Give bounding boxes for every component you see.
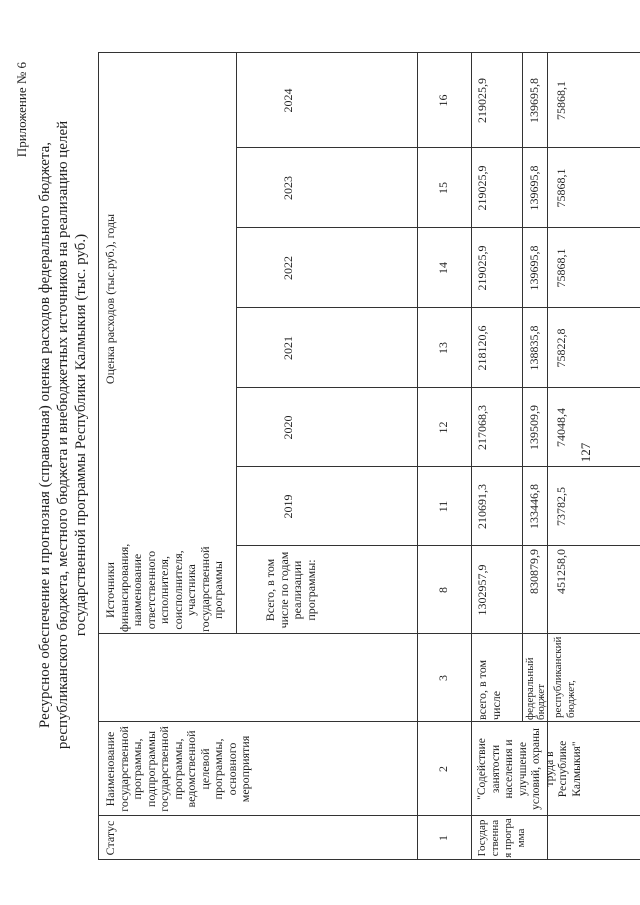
value-cell: 219025,9 (475, 165, 489, 211)
grid-line (98, 859, 548, 860)
status-cell: Государственная программа (476, 818, 527, 858)
value-cell: 74048,4 (554, 408, 568, 447)
source-cell: республиканский бюджет, (552, 636, 577, 718)
column-number: 3 (436, 675, 450, 681)
value-cell: 218120,6 (475, 325, 489, 371)
appendix-label: Приложение № 6 (14, 62, 29, 158)
value-cell: 138835,8 (527, 325, 541, 371)
grid-line (98, 815, 548, 816)
header-sources: Источники финансирования, наименование ответственного исполнителя, соисполнителя, участника государственной программы (103, 543, 225, 632)
value-cell: 133446,8 (527, 484, 541, 529)
value-cell: 217068,3 (475, 405, 489, 450)
value-cell: 451258,0 (554, 549, 568, 594)
page-number: 127 (578, 442, 593, 463)
source-cell: федеральный бюджет (524, 657, 547, 720)
header-year: 2022 (281, 256, 295, 280)
value-cell: 139695,8 (527, 245, 541, 291)
header-total: Всего, в том числе по годам реализации программы: (263, 551, 318, 629)
header-program-name: Наименование государственной программы, подпрограммы государственной программы, ведомственной целевой программы, основного мероприятия (103, 726, 252, 812)
column-number: 2 (436, 766, 450, 772)
value-cell: 219025,9 (475, 245, 489, 291)
header-estimate: Оценка расходов (тыс.руб.), годы (103, 213, 117, 385)
column-number: 16 (436, 94, 450, 107)
column-number: 11 (436, 500, 450, 513)
value-cell: 75868,1 (554, 81, 568, 120)
source-cell: всего, в том числе (475, 659, 503, 720)
column-number: 12 (436, 421, 450, 434)
header-year: 2021 (281, 336, 295, 360)
value-cell: 210691,3 (475, 484, 489, 529)
value-cell: 139695,8 (527, 165, 541, 211)
value-cell: 75868,1 (554, 168, 568, 208)
value-cell: 139695,8 (527, 78, 541, 123)
table-continuation (548, 52, 640, 860)
column-number: 13 (436, 342, 450, 354)
document-heading: Ресурсное обеспечение и прогнозная (справочная) оценка расходов федерального бюджета, республиканского бюджета, местного бюджета и внебюджетных источников на реализацию целей государственной программы Республики Калмыкия (тыс. руб.) (37, 120, 89, 750)
column-number: 1 (436, 835, 450, 841)
grid-line (236, 52, 237, 634)
header-status: Статус (103, 820, 117, 856)
header-year: 2024 (281, 88, 295, 113)
header-year: 2020 (281, 415, 295, 440)
column-number: 8 (436, 587, 450, 593)
value-cell: 830879,9 (527, 549, 541, 594)
value-cell: 139509,9 (527, 405, 541, 450)
grid-line (522, 52, 523, 722)
grid-line (417, 52, 418, 860)
value-cell: 219025,9 (475, 78, 489, 123)
grid-line (98, 52, 99, 860)
column-number: 15 (436, 182, 450, 194)
value-cell: 1302957,9 (475, 564, 489, 616)
header-year: 2019 (281, 494, 295, 519)
grid-line (98, 721, 548, 722)
value-cell: 73782,5 (554, 487, 568, 526)
program-name-cell: "Содействие занятости населения и улучшение условий, охраны труда в Республике Калмыкия" (476, 728, 583, 810)
value-cell: 75822,8 (554, 328, 568, 368)
value-cell: 75868,1 (554, 248, 568, 288)
header-year: 2023 (281, 176, 295, 200)
grid-line (471, 52, 472, 860)
column-number: 14 (436, 262, 450, 274)
